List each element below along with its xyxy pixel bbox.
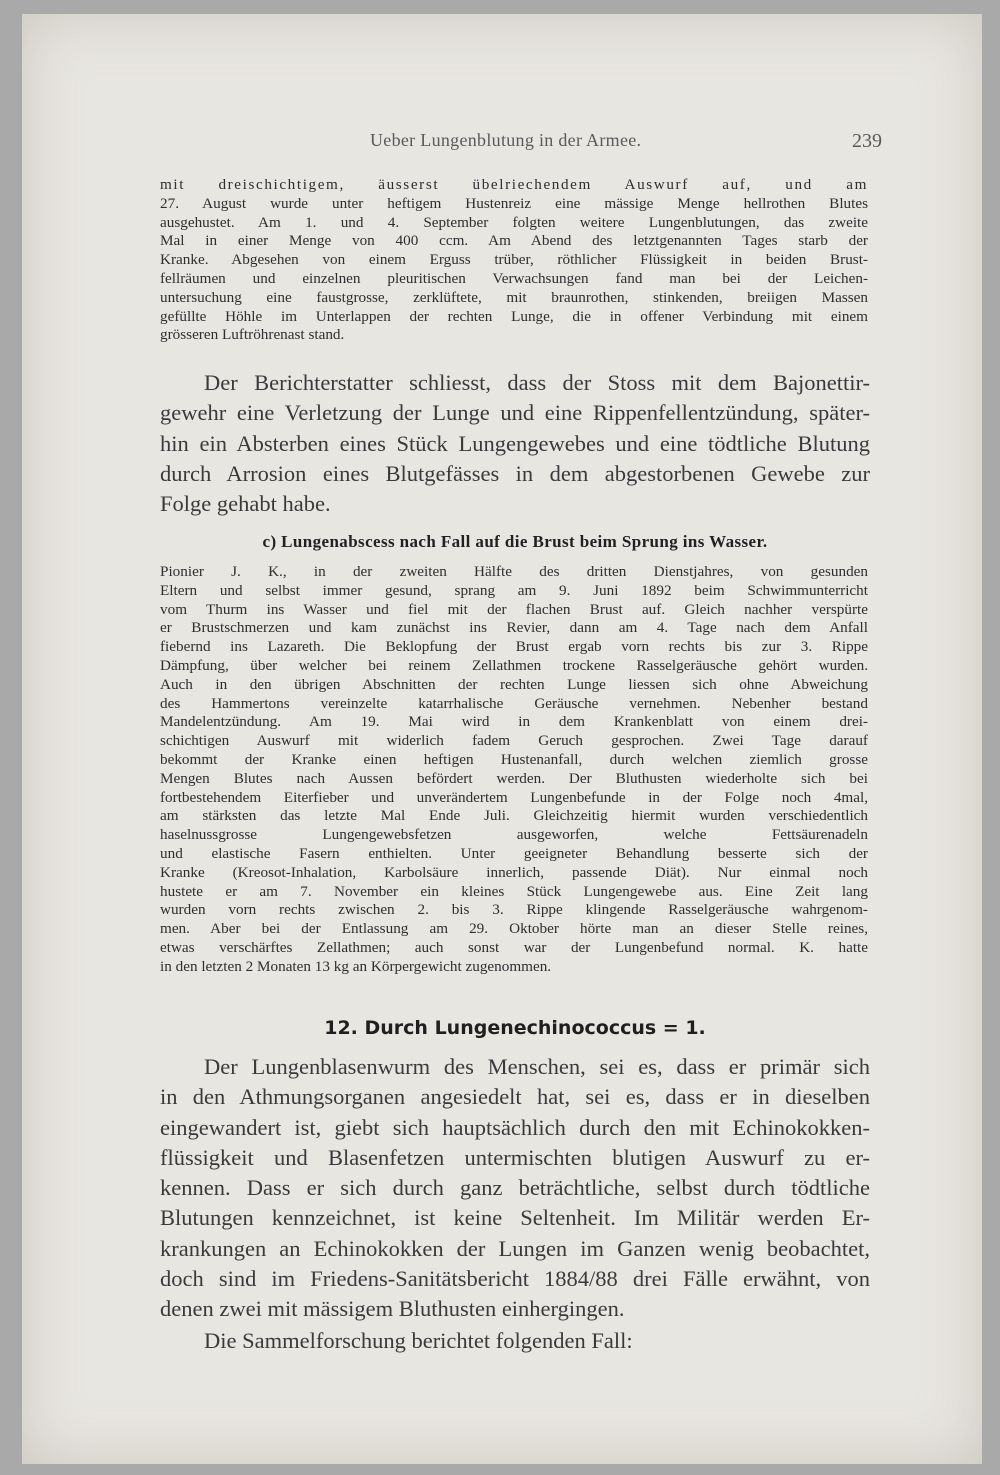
text-line: er Brustschmerzen und kam zunächst ins Revier, dann am 4. Tage nach dem Anfall bbox=[160, 619, 868, 637]
text-line: Mal in einer Menge von 400 ccm. Am Abend des letztgenannten Tages starb der bbox=[160, 232, 868, 250]
text-line: grösseren Luftröhrenast stand. bbox=[160, 326, 345, 344]
text-line: Kranke. Abgesehen von einem Erguss trüber, röthlicher Flüssigkeit in beiden Brust- bbox=[160, 251, 868, 269]
text-line: in den Athmungsorganen angesiedelt hat, sei es, dass er in dieselben bbox=[160, 1084, 870, 1110]
text-line: fortbestehendem Eiterfieber und unverändertem Lungenbefunde in der Folge noch 4mal, bbox=[160, 788, 868, 806]
text-line: Die Sammelforschung berichtet folgenden Fall: bbox=[204, 1328, 633, 1353]
text-line: gewehr eine Verletzung der Lunge und eine Rippenfellentzündung, später- bbox=[160, 400, 870, 426]
conclusion-paragraph bbox=[160, 368, 870, 519]
text-line: gefüllte Höhle im Unterlappen der rechten Lunge, die in offener Verbindung mit einem bbox=[160, 307, 868, 325]
text-line: Mengen Blutes nach Aussen befördert werden. Der Bluthusten wiederholte sich bei bbox=[160, 769, 868, 787]
text-line: schichtigen Auswurf mit widerlich fadem Geruch gesprochen. Zwei Tage darauf bbox=[160, 732, 868, 750]
collective-research-line bbox=[160, 1326, 870, 1356]
section-heading: 12. Durch Lungenechinococcus = 1. bbox=[324, 1017, 706, 1039]
text-line: hustete er am 7. November ein kleines Stück Lungengewebe aus. Eine Zeit lang bbox=[160, 882, 868, 900]
text-line: mit dreischichtigem, äusserst übelriechendem Auswurf auf, und am bbox=[160, 176, 868, 193]
text-line: und elastische Fasern enthielten. Unter geeigneter Behandlung besserte sich der bbox=[160, 844, 868, 862]
text-line: in den letzten 2 Monaten 13 kg an Körpergewicht zugenommen. bbox=[160, 957, 552, 975]
text-line: fellräumen und einzelnen pleuritischen Verwachsungen fand man bei der Leichen- bbox=[160, 269, 868, 287]
case-report-pionier bbox=[160, 563, 868, 977]
text-line: vom Thurm ins Wasser und fiel mit der flachen Brust auf. Gleich nachher verspürte bbox=[160, 600, 868, 618]
text-line: flüssigkeit und Blasenfetzen untermischten blutigen Auswurf zu er- bbox=[160, 1144, 870, 1170]
text-line: am stärksten das letzte Mal Ende Juli. Gleichzeitig hiermit wurden verschiedentlich bbox=[160, 807, 868, 825]
text-line: ausgehustet. Am 1. und 4. September folgten weitere Lungenblutungen, das zweite bbox=[160, 213, 868, 231]
text-line: Auch in den übrigen Abschnitten der rechten Lunge liessen sich ohne Abweichung bbox=[160, 675, 868, 693]
subsection-heading: c) Lungenabscess nach Fall auf die Brust beim Sprung ins Wasser. bbox=[262, 532, 768, 551]
text-line: Mandelentzündung. Am 19. Mai wird in dem Krankenblatt von einem drei- bbox=[160, 713, 868, 731]
text-line: des Hammertons vereinzelte katarrhalische Geräusche vernehmen. Nebenher bestand bbox=[160, 694, 868, 712]
text-line: Kranke (Kreosot-Inhalation, Karbolsäure innerlich, passende Diät). Nur einmal noch bbox=[160, 863, 868, 881]
text-line: untersuchung eine faustgrosse, zerklüftete, mit braunrothen, stinkenden, breiigen Massen bbox=[160, 288, 868, 306]
text-line: men. Aber bei der Entlassung am 29. Oktober hörte man an dieser Stelle reines, bbox=[160, 920, 868, 938]
text-line: Blutungen kennzeichnet, ist keine Seltenheit. Im Militär werden Er- bbox=[160, 1205, 870, 1231]
running-head bbox=[348, 130, 882, 160]
text-line: fiebernd ins Lazareth. Die Beklopfung der Brust ergab vorn rechts bis zur 3. Rippe bbox=[160, 638, 868, 656]
page-number: 239 bbox=[852, 130, 882, 152]
echinococcus-paragraph bbox=[160, 1052, 870, 1325]
text-line: 27. August wurde unter heftigem Hustenreiz eine mässige Menge hellrothen Blutes bbox=[160, 194, 868, 212]
text-line: etwas verschärftes Zellathmen; auch sonst war der Lungenbefund normal. K. hatte bbox=[160, 938, 868, 956]
text-line: Der Berichterstatter schliesst, dass der Stoss mit dem Bajonettir- bbox=[204, 370, 870, 395]
text-line: hin ein Absterben eines Stück Lungengewebes und eine tödtliche Blutung bbox=[160, 430, 870, 456]
text-line: eingewandert ist, giebt sich hauptsächlich durch den mit Echinokokken- bbox=[160, 1114, 870, 1140]
text-line: Pionier J. K., in der zweiten Hälfte des dritten Dienstjahres, von gesunden bbox=[160, 563, 868, 580]
text-line: Folge gehabt habe. bbox=[160, 491, 331, 517]
text-line: kennen. Dass er sich durch ganz beträchtliche, selbst durch tödtliche bbox=[160, 1175, 870, 1201]
text-line: doch sind im Friedens-Sanitätsbericht 1884/88 drei Fälle erwähnt, von bbox=[160, 1266, 870, 1292]
text-line: Eltern und selbst immer gesund, sprang am 9. Juni 1892 beim Schwimmunterricht bbox=[160, 581, 868, 599]
text-line: Der Lungenblasenwurm des Menschen, sei es, dass er primär sich bbox=[204, 1054, 870, 1079]
text-line: haselnussgrosse Lungengewebsfetzen ausgeworfen, welche Fettsäurenadeln bbox=[160, 826, 868, 844]
text-line: Dämpfung, über welcher bei reinem Zellathmen trockene Rasselgeräusche gehört wurden. bbox=[160, 656, 868, 674]
text-line: wurden vorn rechts zwischen 2. bis 3. Rippe klingende Rasselgeräusche wahrgenom- bbox=[160, 901, 868, 919]
running-title: Ueber Lungenblutung in der Armee. bbox=[370, 130, 642, 150]
text-line: krankungen an Echinokokken der Lungen im Ganzen wenig beobachtet, bbox=[160, 1235, 870, 1261]
case-report-continuation bbox=[160, 176, 868, 345]
text-line: denen zwei mit mässigem Bluthusten einhergingen. bbox=[160, 1296, 625, 1322]
text-line: durch Arrosion eines Blutgefässes in dem abgestorbenen Gewebe zur bbox=[160, 460, 870, 486]
text-line: bekommt der Kranke einen heftigen Hustenanfall, durch welchen ziemlich grosse bbox=[160, 750, 868, 768]
